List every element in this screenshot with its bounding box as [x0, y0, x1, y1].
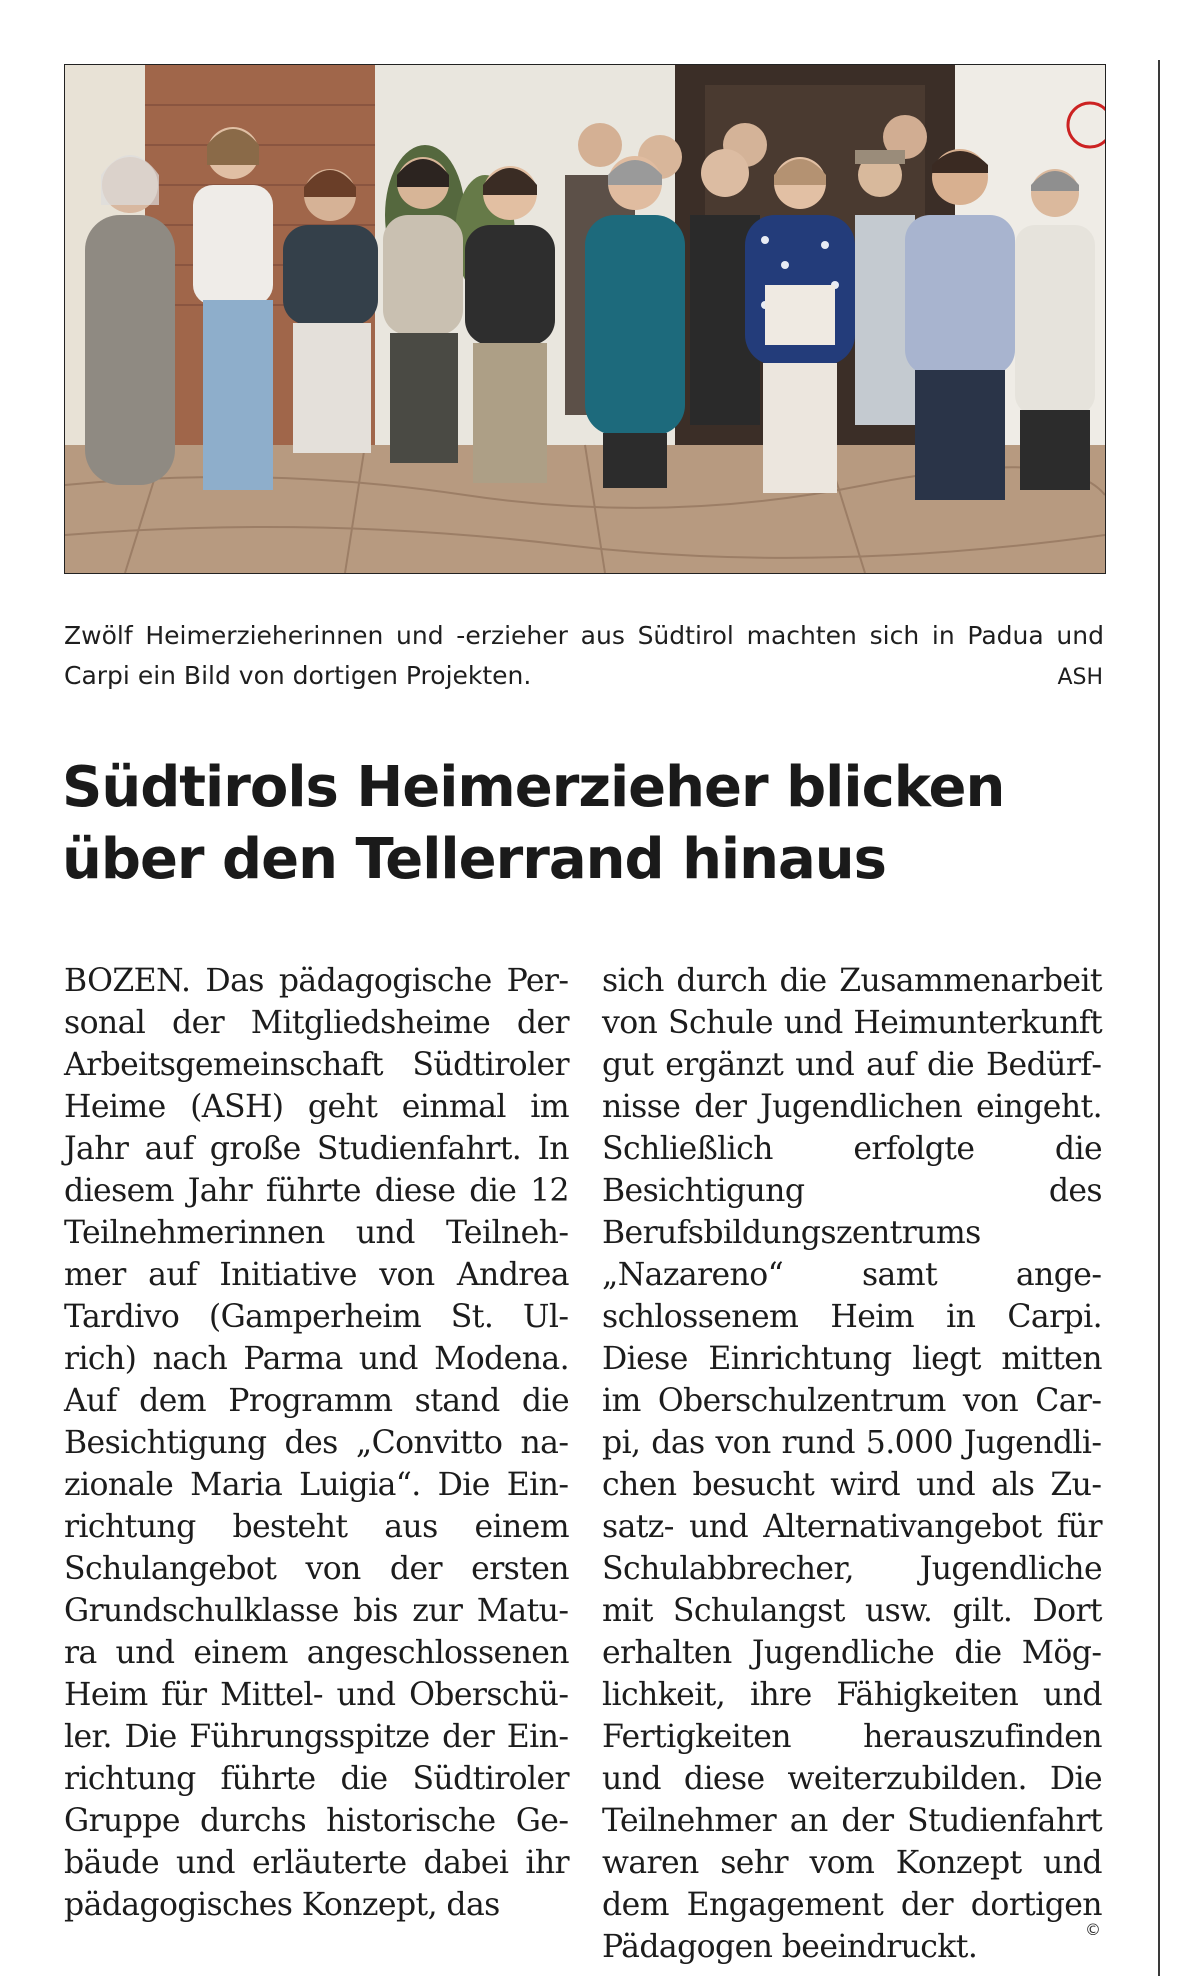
photo-credit: ASH [1057, 665, 1103, 690]
photo-caption: Zwölf Heimerzieherinnen und -erzieher aus Südtirol machten sich in Padua und Carpi ein Bild von dortigen Projekten. [64, 621, 1104, 690]
headline-line-1: Südtirols Heimerzieher blicken [62, 755, 1005, 820]
group-photo [64, 64, 1106, 574]
headline [62, 752, 1122, 896]
headline-line-2: über den Tellerrand hinaus [62, 827, 886, 892]
article-column-right: sich durch die Zusammenarbeit von Schule und Heimunterkunft gut ergänzt und auf die Bedürfnisse der Jugendlichen eingeht. Schließlich erfolgte die Besichtigung des Berufsbildungszentrums „Nazareno“ samt angeschlossenem Heim in Carpi. Diese Einrichtung liegt mitten im Oberschulzentrum von Carpi, das von rund 5.000 Jugendlichen besucht wird und als Zusatz- und Alternativangebot für Schulabbrecher, Jugendliche mit Schulangst usw. gilt. Dort erhalten Jugendliche die Möglichkeit, ihre Fähigkeiten und Fertigkeiten herauszufinden und diese weiterzubilden. Die Teilnehmer an der Studienfahrt waren sehr vom Konzept und dem Engagement der dortigen Pädagogen beeindruckt. [602, 963, 1102, 1965]
column-rule [1158, 60, 1160, 1976]
article-column-left: BOZEN. Das pädagogische Personal der Mitgliedsheime der Arbeitsgemeinschaft Südtiroler Heime (ASH) geht einmal im Jahr auf große Studienfahrt. In diesem Jahr führte diese die 12 Teilnehmerinnen und Teilnehmer auf Initiative von Andrea Tardivo (Gamperheim St. Ulrich) nach Parma und Modena. Auf dem Programm stand die Besichtigung des „Convitto nazionale Maria Luigia“. Die Einrichtung besteht aus einem Schulangebot von der ersten Grundschulklasse bis zur Matura und einem angeschlossenen Heim für Mittel- und Oberschüler. Die Führungsspitze der Einrichtung führte die Südtiroler Gruppe durchs historische Gebäude und erläuterte dabei ihr pädagogisches Konzept, das [64, 963, 569, 1923]
copyright-mark: © [1085, 1920, 1101, 1939]
